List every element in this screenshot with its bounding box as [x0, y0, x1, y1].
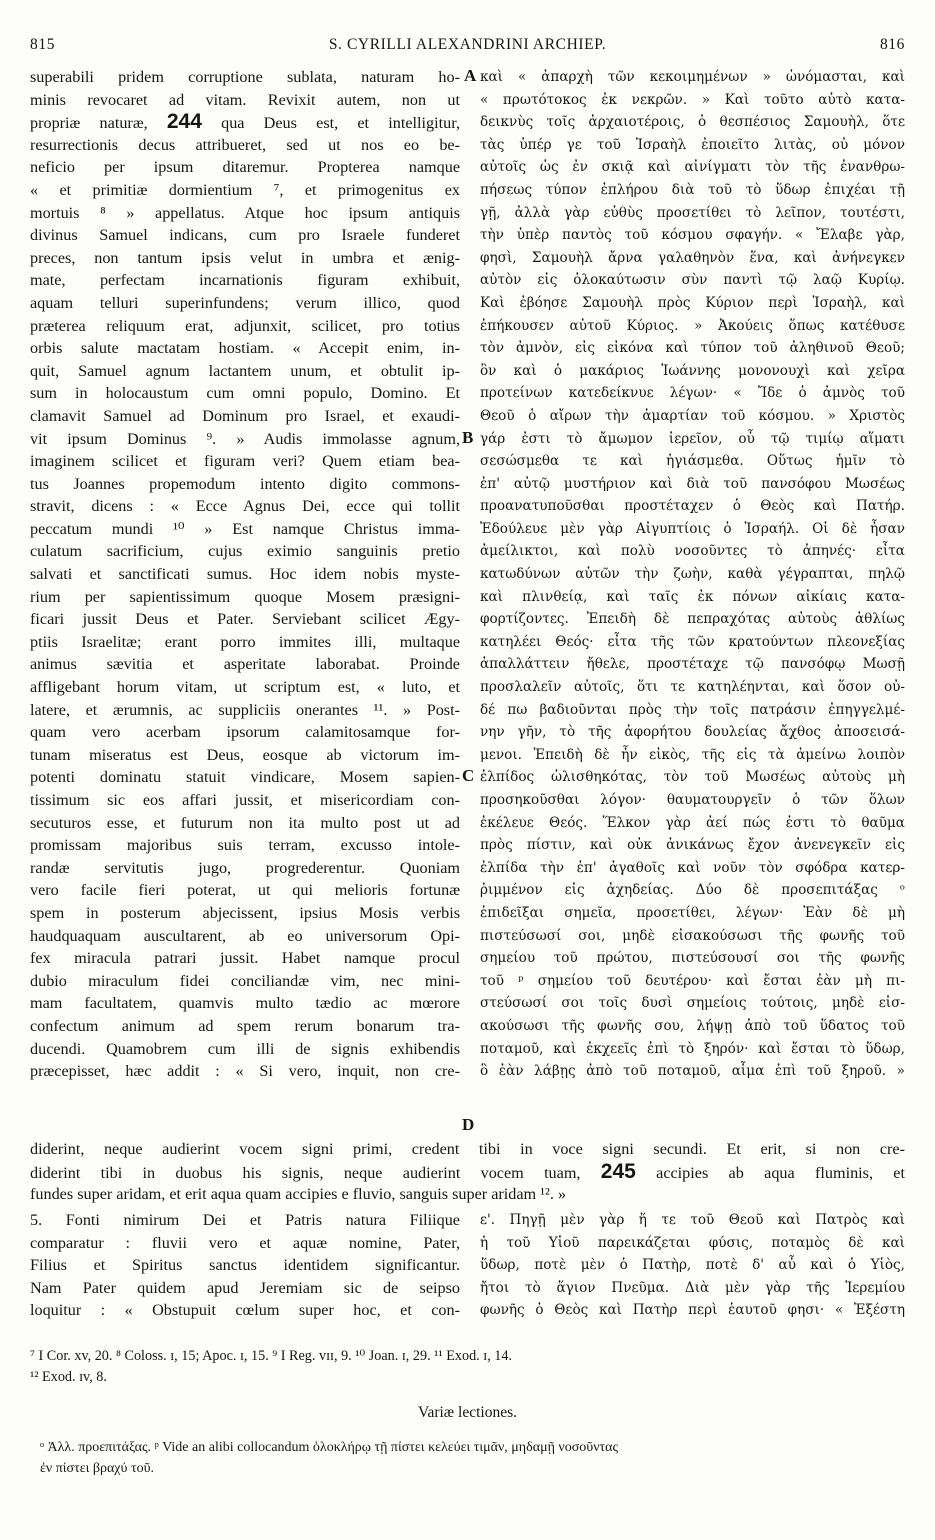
latin-line: latere, et ærumnis, ac suppliciis onerantes ¹¹. » Post-	[30, 700, 460, 719]
greek-line: στεύσωσί σοι τοῖς δυσὶ σημείοις τούτοις, μηδὲ εἰσ-	[480, 995, 905, 1012]
latin-line: imaginem scilicet et figuram veri? Quem etiam bea-	[30, 452, 460, 471]
footnote-line: ⁷ I Cor. xv, 20. ⁸ Coloss. ɪ, 15; Apoc. ɪ, 15. ⁹ I Reg. vɪɪ, 9. ¹⁰ Joan. ɪ, 29. ¹¹ Exod. ɪ, 14.	[30, 1348, 513, 1364]
latin-line: vero facile fieri poterat, ut qui melioris fortunæ	[30, 881, 460, 900]
full-line: fundes super aridam, et erit aqua quam accipies e fluvio, sanguis super aridam ¹². »	[30, 1185, 567, 1204]
greek-line: ῥιμμένον εἰς ἀχηδείας. Δύο δὲ προσεπιτάξας ᵒ	[480, 882, 905, 899]
latin-line: præterea reliquum erat, adjunxit, scilicet, pro totius	[30, 316, 460, 335]
latin-line: 5. Fonti nimirum Dei et Patris natura Filiique	[30, 1211, 460, 1229]
latin-line: minis revocaret ad vitam. Revixit autem, non ut	[30, 90, 460, 109]
footnotes	[30, 1346, 905, 1388]
latin-column	[30, 66, 460, 1083]
latin-line: ficari jussit Deus et Pater. Serviebant scilicet Ægy-	[30, 610, 460, 629]
latin-line: resurrectionis decus attribueret, sed ut nos eo be-	[30, 135, 460, 154]
latin-line: sum in holocaustum cum omni populo, Domino. Et	[30, 384, 460, 403]
greek-line: ἐπιδεῖξαι σημεῖα, προσετίθει, λέγων· Ἐὰν δὲ μὴ	[480, 904, 905, 921]
greek-line: προσλαλεῖν αὐτοῖς, ὅτι τε κατηλέηνται, καὶ ὅσον οὐ-	[480, 679, 905, 696]
edition-page-marker: 244	[166, 111, 202, 134]
latin-line: fex miracula patrari jussit. Habet namque procul	[30, 949, 460, 968]
greek-line: ἐπ' αὐτῷ μυστήριον καὶ διὰ τοῦ πανσόφου Μωσέως	[480, 475, 905, 492]
section5-greek	[480, 1209, 905, 1322]
greek-line: πήσεως τύπον ἐπλήρου διὰ τοῦ τὸ ὕδωρ ἐπιχέαι τῇ	[480, 181, 905, 198]
greek-line: Ἐδούλευε μὲν γὰρ Αἰγυπτίοις ὁ Ἰσραήλ. Οἱ δὲ ἦσαν	[480, 520, 905, 537]
greek-line: τὸν ἀμνὸν, εἰς εἰκόνα καὶ τύπον τοῦ ἀληθινοῦ Θεοῦ;	[480, 340, 905, 357]
greek-line: Θεοῦ ὁ αἴρων τὴν ἁμαρτίαν τοῦ κόσμου. » Χριστὸς	[480, 407, 905, 424]
greek-line: τὰς ὑπέρ γε τοῦ Ἰσραὴλ ἐποιεῖτο λιτὰς, οὐ μόνον	[480, 136, 905, 153]
greek-line: σεσώσμεθα τε καὶ ἡγιάσμεθα. Οὕτως ἡμῖν τὸ	[480, 453, 905, 470]
latin-line: tunam miseratus est Deus, eosque ab victorum im-	[30, 745, 460, 764]
greek-line: τὴν ὑπὲρ παντὸς τοῦ κόσμου σφαγήν. « Ἔλαβε γὰρ,	[480, 227, 905, 244]
greek-line: φορτίζοντες. Ἐπειδὴ δὲ πεπραχότας αὐτοὺς ἀθλίως	[480, 611, 905, 628]
latin-line: neficio per ipsum ditaremur. Propterea namque	[30, 158, 460, 177]
greek-line: ὃ ἐὰν λάβῃς ἀπὸ τοῦ ποταμοῦ, αἷμα ἐπὶ τοῦ ξηροῦ. »	[480, 1063, 905, 1080]
latin-line: divinus Samuel indicans, cum pro Israele funderet	[30, 226, 460, 245]
latin-line: Nam Pater quidem apud Jeremiam sic de seipso	[30, 1278, 460, 1297]
greek-line: κατωδύνων αὐτῶν τὴν ζωὴν, καθὰ γέγραπται, πηλῷ	[480, 566, 905, 583]
full-width-text	[30, 1138, 905, 1206]
greek-line: ακούσωσι τῆς φωνῆς σου, λήψῃ ἀπὸ τοῦ ὕδατος τοῦ	[480, 1017, 905, 1034]
full-line: diderint tibi in duobus his signis, neque audierint vocem tuam, 245 accipies ab aqua fluminis, et	[30, 1159, 905, 1183]
greek-line: ε'. Πηγῇ μὲν γὰρ ἥ τε τοῦ Θεοῦ καὶ Πατρὸς καὶ	[480, 1212, 905, 1228]
greek-line: ποταμοῦ, καὶ ἐκχεεῖς ἐπὶ τὸ ξηρόν· καὶ ἔσται τὸ ὕδωρ,	[480, 1040, 905, 1057]
greek-line: φωνῆς ὁ Θεὸς καὶ Πατὴρ περὶ ἑαυτοῦ φησι· « Ἐξέστη	[480, 1302, 905, 1319]
latin-line: mortuis ⁸ » appellatus. Atque hoc ipsum antiquis	[30, 203, 460, 222]
greek-line: δέ πω βαδιοῦνται πρὸς τὴν τοῖς πατράσιν ἐπηγγελμέ-	[480, 701, 905, 718]
latin-line: haudquaquam auscultarent, ab eo universorum Opi-	[30, 926, 460, 945]
latin-line: ptiis Israelitæ; erant porro immites illi, multaque	[30, 632, 460, 651]
variae-title: Variæ lectiones.	[417, 1404, 517, 1421]
page-header	[30, 36, 905, 60]
latin-line: rium per sapientissimum quoque Mosem præsigni-	[30, 587, 460, 606]
latin-line: comparatur : fluvii vero et aquæ nomine, Pater,	[30, 1233, 460, 1252]
margin-letter-b: B	[462, 428, 474, 447]
greek-line: δεικνὺς τοῖς ἀρχαιοτέροις, ὁ θεσπέσιος Σαμουὴλ, ὅτε	[480, 114, 905, 131]
greek-line: ἐλπίδα τὴν ἐπ' ἀγαθοῖς καὶ νοῦν τὸν σφόδρα κατερ-	[480, 859, 905, 876]
greek-line: φησὶ, Σαμουὴλ ἄρνα γαλαθηνὸν ἕνα, καὶ ἀνήνεγκεν	[480, 249, 905, 266]
greek-line: αὐτὸν εἰς ὁλοκαύτωσιν σὺν παντὶ τῷ λαῷ Κυρίῳ.	[480, 272, 905, 289]
greek-line: ἐπήκουσεν αὐτοῦ Κύριος. » Ἀκούεις ὅπως κατέθυσε	[480, 317, 905, 334]
latin-line: mate, perfectam incarnationis figuram exhibuit,	[30, 271, 460, 290]
latin-line: ducendi. Quamobrem cum illi de signis exhibendis	[30, 1039, 460, 1058]
variant-line: ἐν πίστει βραχύ τοῦ.	[40, 1461, 155, 1476]
latin-line: peccatum mundi ¹⁰ » Est namque Christus imma-	[30, 519, 460, 538]
page-number-left: 815	[30, 36, 56, 53]
greek-line: αὐτοῖς ὡς ἐν σκιᾷ καὶ αἰνίγματι τὸν τῆς ἐνανθρω-	[480, 159, 905, 176]
greek-column	[480, 66, 905, 1083]
latin-line: salvati et sanctificati sumus. Hoc idem nobis myste-	[30, 565, 460, 584]
latin-line: dubio miraculum fidei conciliandæ vim, nec mini-	[30, 971, 460, 990]
margin-letter-a: A	[464, 66, 477, 85]
greek-line: τοῦ ᵖ σημείου τοῦ δευτέρου· καὶ ἔσται ἐὰν μὴ πι-	[480, 972, 905, 989]
greek-line: προανατυποῦσθαι προστέταχεν ὁ Θεὸς καὶ Πατήρ.	[480, 498, 905, 515]
full-line: diderint, neque audierint vocem signi primi, credent tibi in voce signi secundi. Et erit, si non cre-	[30, 1140, 905, 1158]
latin-line: promissam majoribus suis terram, excusso intole-	[30, 836, 460, 855]
variant-line: ᵒ Ἀλλ. προεπιτάξας. ᵖ Vide an alibi collocandum ὁλοκλήρῳ τῇ πίστει κελεύει τιμᾶν, μηδαμῇ νοσοῦντας	[40, 1440, 619, 1455]
greek-line: ὕδωρ, ποτὲ μὲν ὁ Πατὴρ, ποτὲ δ' αὖ καὶ ὁ Υἱὸς,	[480, 1257, 905, 1274]
greek-line: γάρ ἐστι τὸ ἄμωμον ἱερεῖον, οὗ τῷ τιμίῳ αἵματι	[480, 430, 905, 447]
page-number-right: 816	[879, 36, 905, 53]
running-title: S. CYRILLI ALEXANDRINI ARCHIEP.	[328, 36, 607, 53]
latin-line: affligebant horum vitam, ut scriptum est, « luto, et	[30, 678, 460, 697]
latin-line: spem in posterum abjecissent, ipsius Mosis verbis	[30, 903, 460, 922]
greek-line: γῇ, ἀλλὰ γὰρ εὐθὺς προσετίθει τὸ λεῖπον, τουτέστι,	[480, 204, 905, 221]
latin-line: tissimum sic eos affari jussit, et misericordiam con-	[30, 791, 460, 809]
greek-line: καὶ « ἀπαρχὴ τῶν κεκοιμημένων » ὠνόμασται, καὶ	[480, 69, 905, 85]
greek-line: κατηλέει Θεός· εἶτα τῆς τῶν κρατούντων πλεονεξίας	[480, 633, 905, 650]
latin-line: superabili pridem corruptione sublata, naturam ho-	[30, 68, 460, 86]
latin-line: culatum sacrificium, cujus eximio sanguinis pretio	[30, 542, 460, 561]
greek-line: προτείνων κατεδείκνυε λέγων· « Ἴδε ὁ ἀμνὸς τοῦ	[480, 385, 905, 402]
latin-line: mam facultatem, quamvis multo tædio ac mœrore	[30, 994, 460, 1013]
latin-line: aquam telluri superinfundens; verum illico, quod	[30, 293, 460, 312]
section5-latin	[30, 1209, 460, 1322]
latin-line: animus sævitia et asperitate laborabat. Proinde	[30, 655, 460, 674]
latin-line: Filius et Spiritus sanctus identidem significantur.	[30, 1256, 460, 1275]
latin-line: vit ipsum Dominus ⁹. » Audis immolasse agnum,	[30, 429, 460, 448]
latin-line: « et primitiæ dormientium ⁷, et primogenitus ex	[30, 180, 460, 199]
greek-line: μενοι. Ἐπειδὴ δὲ ἦν εἰκὸς, τῆς εἰς τὰ ἀμείνω λοιπὸν	[480, 746, 905, 763]
greek-line: καὶ πλινθείᾳ, καὶ ταῖς ἐκ πόνων αἰκίαις κατα-	[480, 588, 905, 605]
greek-line: « πρωτότοκος ἐκ νεκρῶν. » Καὶ τοῦτο αὐτὸ κατα-	[480, 91, 905, 108]
latin-line: secuturos esse, et futurum non ita multo post ut ad	[30, 813, 460, 832]
greek-line: ἐκέλευε Θεός. Ἕλκον γὰρ ἀεί πώς ἐστι τὸ θαῦμα	[480, 814, 905, 831]
latin-line: loquitur : « Obstupuit cœlum super hoc, et con-	[30, 1301, 460, 1320]
latin-line: præcepisset, hæc addit : « Si vero, inquit, non cre-	[30, 1062, 460, 1081]
greek-line: νην γῆν, τὸ τῆς ἀφορήτου δουλείας ἄχθος ἀποσεισά-	[480, 724, 905, 741]
variae-lectiones	[40, 1437, 900, 1479]
latin-line: tus Joannes propemodum intento digito commons-	[30, 474, 460, 493]
latin-line: orbis salute mactatam hostiam. « Accepit enim, in-	[30, 339, 460, 358]
footnote-line: ¹² Exod. ɪv, 8.	[30, 1369, 107, 1385]
latin-line: confectum animum ad spem rerum bonarum tra-	[30, 1016, 460, 1035]
greek-line: σημείου τοῦ πρώτου, πιστεύσουσί σοι τῆς φωνῆς	[480, 950, 905, 967]
greek-line: ὃν καὶ ὁ μακάριος Ἰωάννης μονονουχὶ καὶ χεῖρα	[480, 362, 905, 379]
greek-line: ἀμείλικτοι, καὶ πολὺ νοσοῦντες τὸ ἀπηνές· εἶτα	[480, 543, 905, 560]
latin-line: quam vero acerbam ipsorum calamitosamque for-	[30, 723, 460, 742]
greek-line: πρὸς πίστιν, καὶ οὐκ ἀνικάνως ἔχον ἀνενεγκεῖν εἰς	[480, 837, 905, 854]
greek-line: πιστεύσωσί σοι, μηδὲ εἰσακούσωσι τῆς φωνῆς τοῦ	[480, 927, 905, 944]
greek-line: προσηκοῦσθαι λόγον· θαυματουργεῖν ὁ τῶν ὅλων	[480, 792, 905, 808]
margin-letter-c: C	[462, 766, 475, 785]
latin-line: potenti dominatu statuit vindicare, Mosem sapien-	[30, 768, 460, 787]
edition-page-marker: 245	[600, 1159, 636, 1183]
greek-line: ἤτοι τὸ ἅγιον Πνεῦμα. Διὰ μὲν γὰρ τῆς Ἱερεμίου	[480, 1279, 905, 1296]
latin-line: randæ servitutis jugo, progrederentur. Quoniam	[30, 858, 460, 877]
latin-line: clamavit Samuel ad Dominum pro Israel, et exaudi-	[30, 406, 460, 425]
latin-line: propriæ naturæ, 244 qua Deus est, et intelligitur,	[30, 111, 460, 134]
latin-line: stravit, dicens : « Ecce Agnus Dei, ecce qui tollit	[30, 497, 460, 516]
margin-letter-d: D	[462, 1115, 475, 1134]
greek-line: ἐλπίδος ὠλισθηκότας, τὸν τοῦ Μωσέως αὐτοὺς μὴ	[480, 769, 905, 786]
greek-line: ἡ τοῦ Υἱοῦ παρεικάζεται φύσις, ποταμὸς δὲ καὶ	[480, 1234, 905, 1251]
greek-line: Καὶ ἐβόησε Σαμουὴλ πρὸς Κύριον περὶ Ἰσραὴλ, καὶ	[480, 294, 905, 311]
greek-line: ἀπαλλάττειν ἤθελε, προστέταχε τῷ πανσόφῳ Μωσῇ	[480, 656, 905, 673]
latin-line: preces, non tantum ipsis velut in umbra et ænig-	[30, 248, 460, 267]
latin-line: quit, Samuel agnum lactantem unum, et obtulit ip-	[30, 361, 460, 380]
